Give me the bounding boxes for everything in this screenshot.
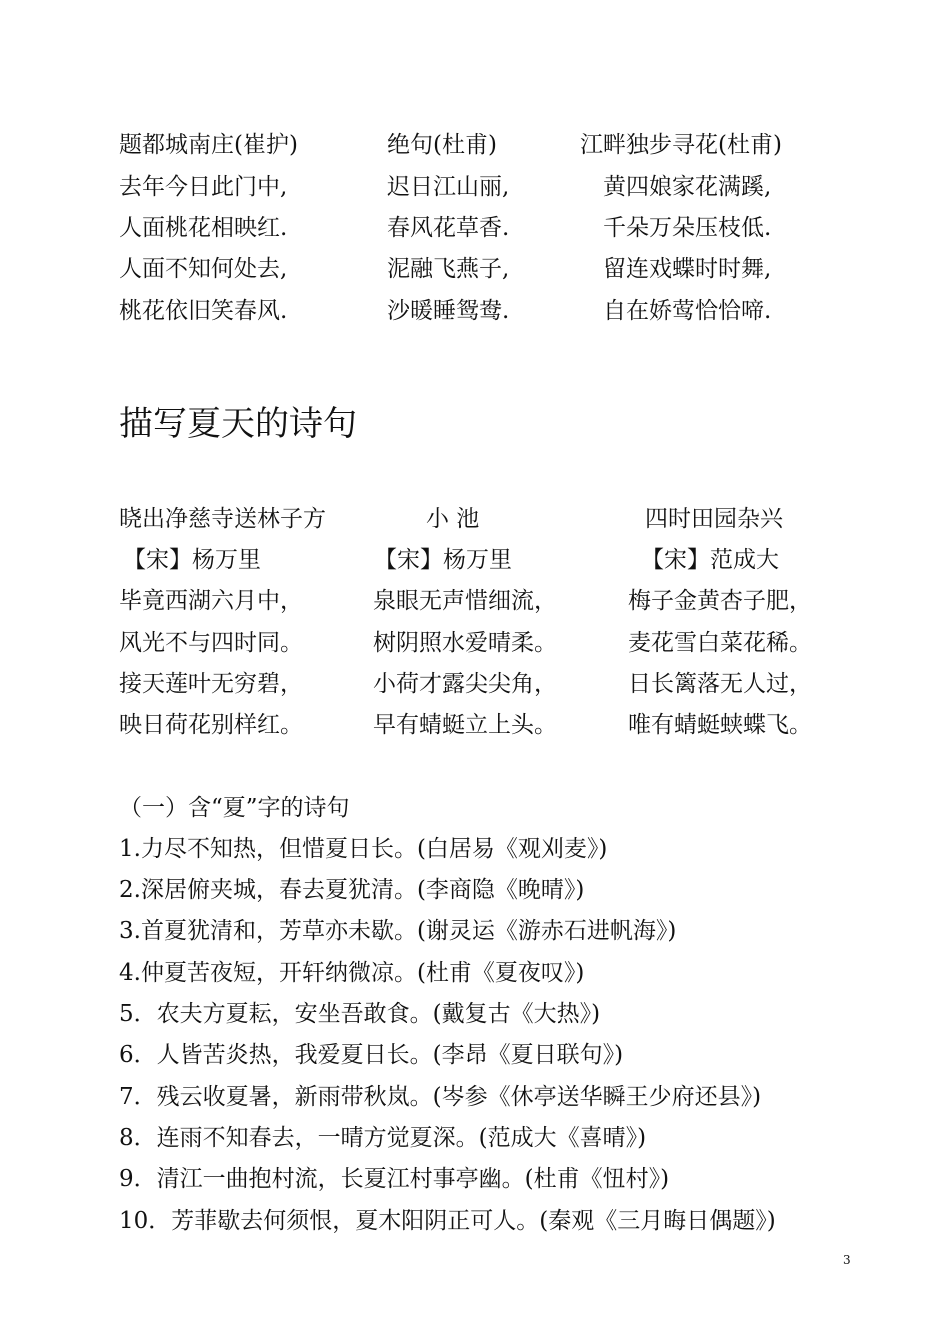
poem-line: 千朵万朵压枝低. <box>603 215 772 241</box>
poem-line: 树阴照水爱晴柔。 <box>373 630 557 656</box>
poem-title: 小 池 <box>426 506 480 532</box>
poem-line: 麦花雪白菜花稀。 <box>628 630 812 656</box>
poem-line: 小荷才露尖尖角， <box>373 671 557 697</box>
poem-line: 桃花依旧笑春风. <box>119 298 288 324</box>
poem-line: 春风花草香. <box>387 215 510 241</box>
poem-line: 毕竟西湖六月中， <box>119 588 303 614</box>
poem-title: 题都城南庄(崔护) <box>119 132 298 158</box>
poem-line: 沙暖睡鸳鸯. <box>387 298 510 324</box>
poem-line: 唯有蜻蜓蛱蝶飞。 <box>628 712 812 738</box>
list-item: 4.仲夏苦夜短，开轩纳微凉。(杜甫《夏夜叹》) <box>119 960 585 986</box>
poem-line: 黄四娘家花满蹊, <box>603 174 772 200</box>
list-item: 7．残云收夏暑，新雨带秋岚。(岑参《休亭送华瞬王少府还县》) <box>119 1084 762 1110</box>
poem-line: 迟日江山丽, <box>387 174 510 200</box>
list-item: 1.力尽不知热，但惜夏日长。(白居易《观刈麦》) <box>119 836 608 862</box>
poem-line: 泉眼无声惜细流， <box>373 588 557 614</box>
poem-line: 自在娇莺恰恰啼. <box>603 298 772 324</box>
poem-author: 【宋】杨万里 <box>123 547 261 573</box>
poem-line: 接天莲叶无穷碧， <box>119 671 303 697</box>
subsection-title: （一）含“夏”字的诗句 <box>119 795 350 821</box>
poem-author: 【宋】杨万里 <box>374 547 512 573</box>
list-item: 3.首夏犹清和，芳草亦未歇。(谢灵运《游赤石进帆海》) <box>119 918 677 944</box>
poem-title: 江畔独步寻花(杜甫) <box>580 132 782 158</box>
page-number: 3 <box>843 1253 851 1267</box>
poem-author: 【宋】范成大 <box>641 547 779 573</box>
poem-line: 风光不与四时同。 <box>119 630 303 656</box>
poem-line: 人面桃花相映红. <box>119 215 288 241</box>
poem-line: 留连戏蝶时时舞, <box>603 256 772 282</box>
poem-title: 绝句(杜甫) <box>387 132 497 158</box>
poem-line: 早有蜻蜓立上头。 <box>373 712 557 738</box>
section-heading: 描写夏天的诗句 <box>119 404 357 444</box>
poem-title: 晓出净慈寺送林子方 <box>119 506 326 532</box>
poem-line: 人面不知何处去, <box>119 256 288 282</box>
list-item: 8．连雨不知春去，一晴方觉夏深。(范成大《喜晴》) <box>119 1125 647 1151</box>
poem-title: 四时田园杂兴 <box>645 506 783 532</box>
poem-line: 泥融飞燕子, <box>387 256 510 282</box>
list-item: 2.深居俯夹城，春去夏犹清。(李商隐《晚晴》) <box>119 877 585 903</box>
list-item: 6．人皆苦炎热，我爱夏日长。(李昂《夏日联句》) <box>119 1042 624 1068</box>
list-item: 9．清江一曲抱村流，长夏江村事亭幽。(杜甫《忸村》) <box>119 1166 670 1192</box>
poem-line: 去年今日此门中, <box>119 174 288 200</box>
list-item: 5．农夫方夏耘，安坐吾敢食。(戴复古《大热》) <box>119 1001 601 1027</box>
list-item: 10．芳菲歇去何须恨，夏木阳阴正可人。(秦观《三月晦日偶题》) <box>119 1208 776 1234</box>
poem-line: 梅子金黄杏子肥， <box>628 588 812 614</box>
poem-line: 映日荷花别样红。 <box>119 712 303 738</box>
poem-line: 日长篱落无人过， <box>628 671 812 697</box>
